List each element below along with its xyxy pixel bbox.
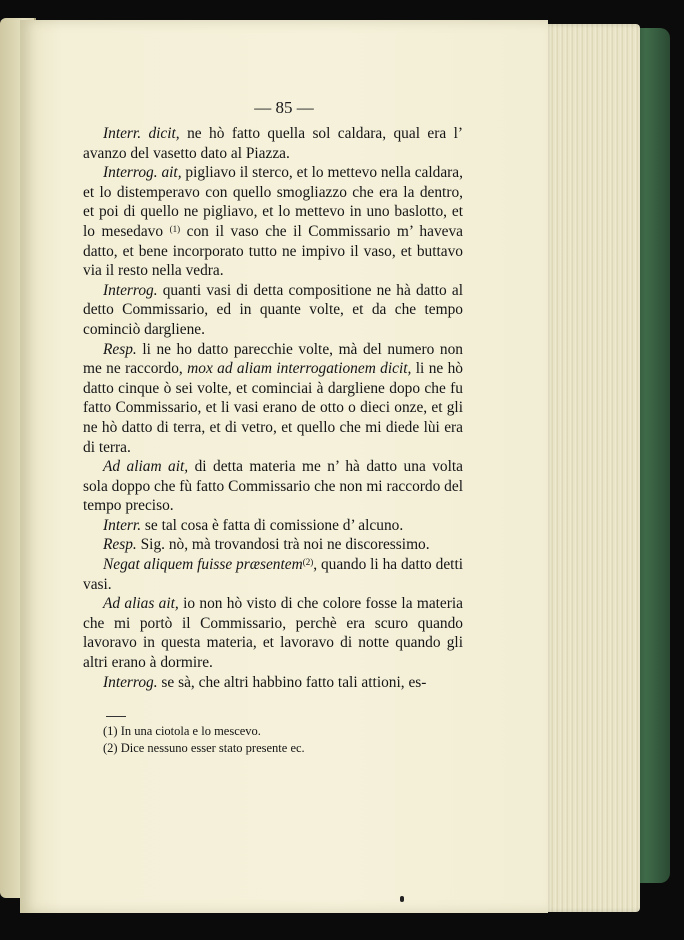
text-run: io non hò visto di che colore fosse la materia che mi portò il Commissario, perchè era scuro quando lavoravo in questa materia, et lavoravo di notte quando gli altri erano à dormire. — [83, 595, 463, 672]
text-run: se tal cosa è fatta di comissione d’ alcuno. — [141, 516, 404, 534]
italic-run: Ad alias ait, — [103, 595, 179, 613]
text-run: di detta materia me n’ hà datto una volta sola doppo che fù fatto Commissario che non mi raccordo del tempo preciso. — [83, 458, 463, 515]
text-run: pigliavo il sterco, et lo mettevo nella caldara, et lo distemperavo con quello smogliazzo che era la dentro, et poi di quello ne pigliavo, et lo mettevo in uno baslotto, et lo mesedavo — [83, 164, 463, 240]
italic-run: Interrog. ait, — [103, 164, 182, 182]
footnote-1: (1) In una ciotola e lo mescevo. — [103, 724, 261, 738]
text-run: ne hò fatto quella sol caldara, qual era l’ avanzo del vasetto dato al Piazza. — [83, 125, 463, 162]
text-run: , quando li ha datto detti vasi. — [83, 556, 463, 593]
italic-run: Interrog. — [103, 281, 158, 299]
text-run: li ne ho datto parecchie volte, mà del numero non me ne raccordo, — [83, 340, 463, 378]
footnotes — [103, 723, 463, 757]
paragraph — [83, 673, 463, 693]
italic-run: Negat aliquem fuisse præsentem — [103, 556, 303, 574]
page-number: — 85 — — [254, 98, 314, 117]
paragraph — [83, 594, 463, 672]
footnote-ref: (2) — [302, 557, 314, 568]
ink-spot — [400, 896, 404, 902]
text-run: se sà, che altri habbino fatto tali attioni, es- — [157, 673, 427, 691]
book-page — [20, 20, 548, 913]
text-run: quanti vasi di detta compositione ne hà datto al detto Commissario, ed in quante volte, et da che tempo cominciò dargliene. — [83, 281, 463, 338]
italic-run: Resp. — [103, 340, 137, 358]
footnote-rule — [106, 716, 126, 717]
paragraph — [83, 163, 463, 281]
footnote-2: (2) Dice nessuno esser stato presente ec. — [103, 741, 305, 755]
italic-run: Interr. dicit, — [103, 125, 180, 142]
paragraph — [83, 516, 463, 536]
footnote-ref: (1) — [169, 223, 181, 234]
text-run: con il vaso che il Commissario m’ haveva datto, et bene incorporato tutto ne impivo il vaso, et buttavo via il resto nella vedra. — [83, 222, 463, 280]
italic-run: mox ad aliam interrogationem dicit, — [187, 360, 412, 378]
paragraph — [83, 281, 463, 340]
paragraph — [83, 555, 463, 594]
italic-run: Interr. — [103, 516, 142, 534]
page-edges — [544, 24, 640, 912]
text-run: Sig. nò, mà trovandosi trà noi ne discoressimo. — [136, 536, 430, 554]
italic-run: Interrog. — [103, 673, 158, 691]
paragraph — [83, 340, 463, 458]
paragraph — [83, 457, 463, 516]
body-text — [83, 124, 463, 692]
italic-run: Ad aliam ait, — [103, 458, 189, 476]
paragraph — [83, 535, 463, 555]
italic-run: Resp. — [103, 536, 137, 554]
text-run: li ne hò datto cinque ò sei volte, et cominciai à dargliene dopo che fu fatto Commissario, et li vasi erano de otto o dieci onze, et gli ne hò datto di terra, et di vetro, et quello che mi diede lùi era di terra. — [83, 360, 463, 456]
paragraph — [83, 124, 463, 163]
